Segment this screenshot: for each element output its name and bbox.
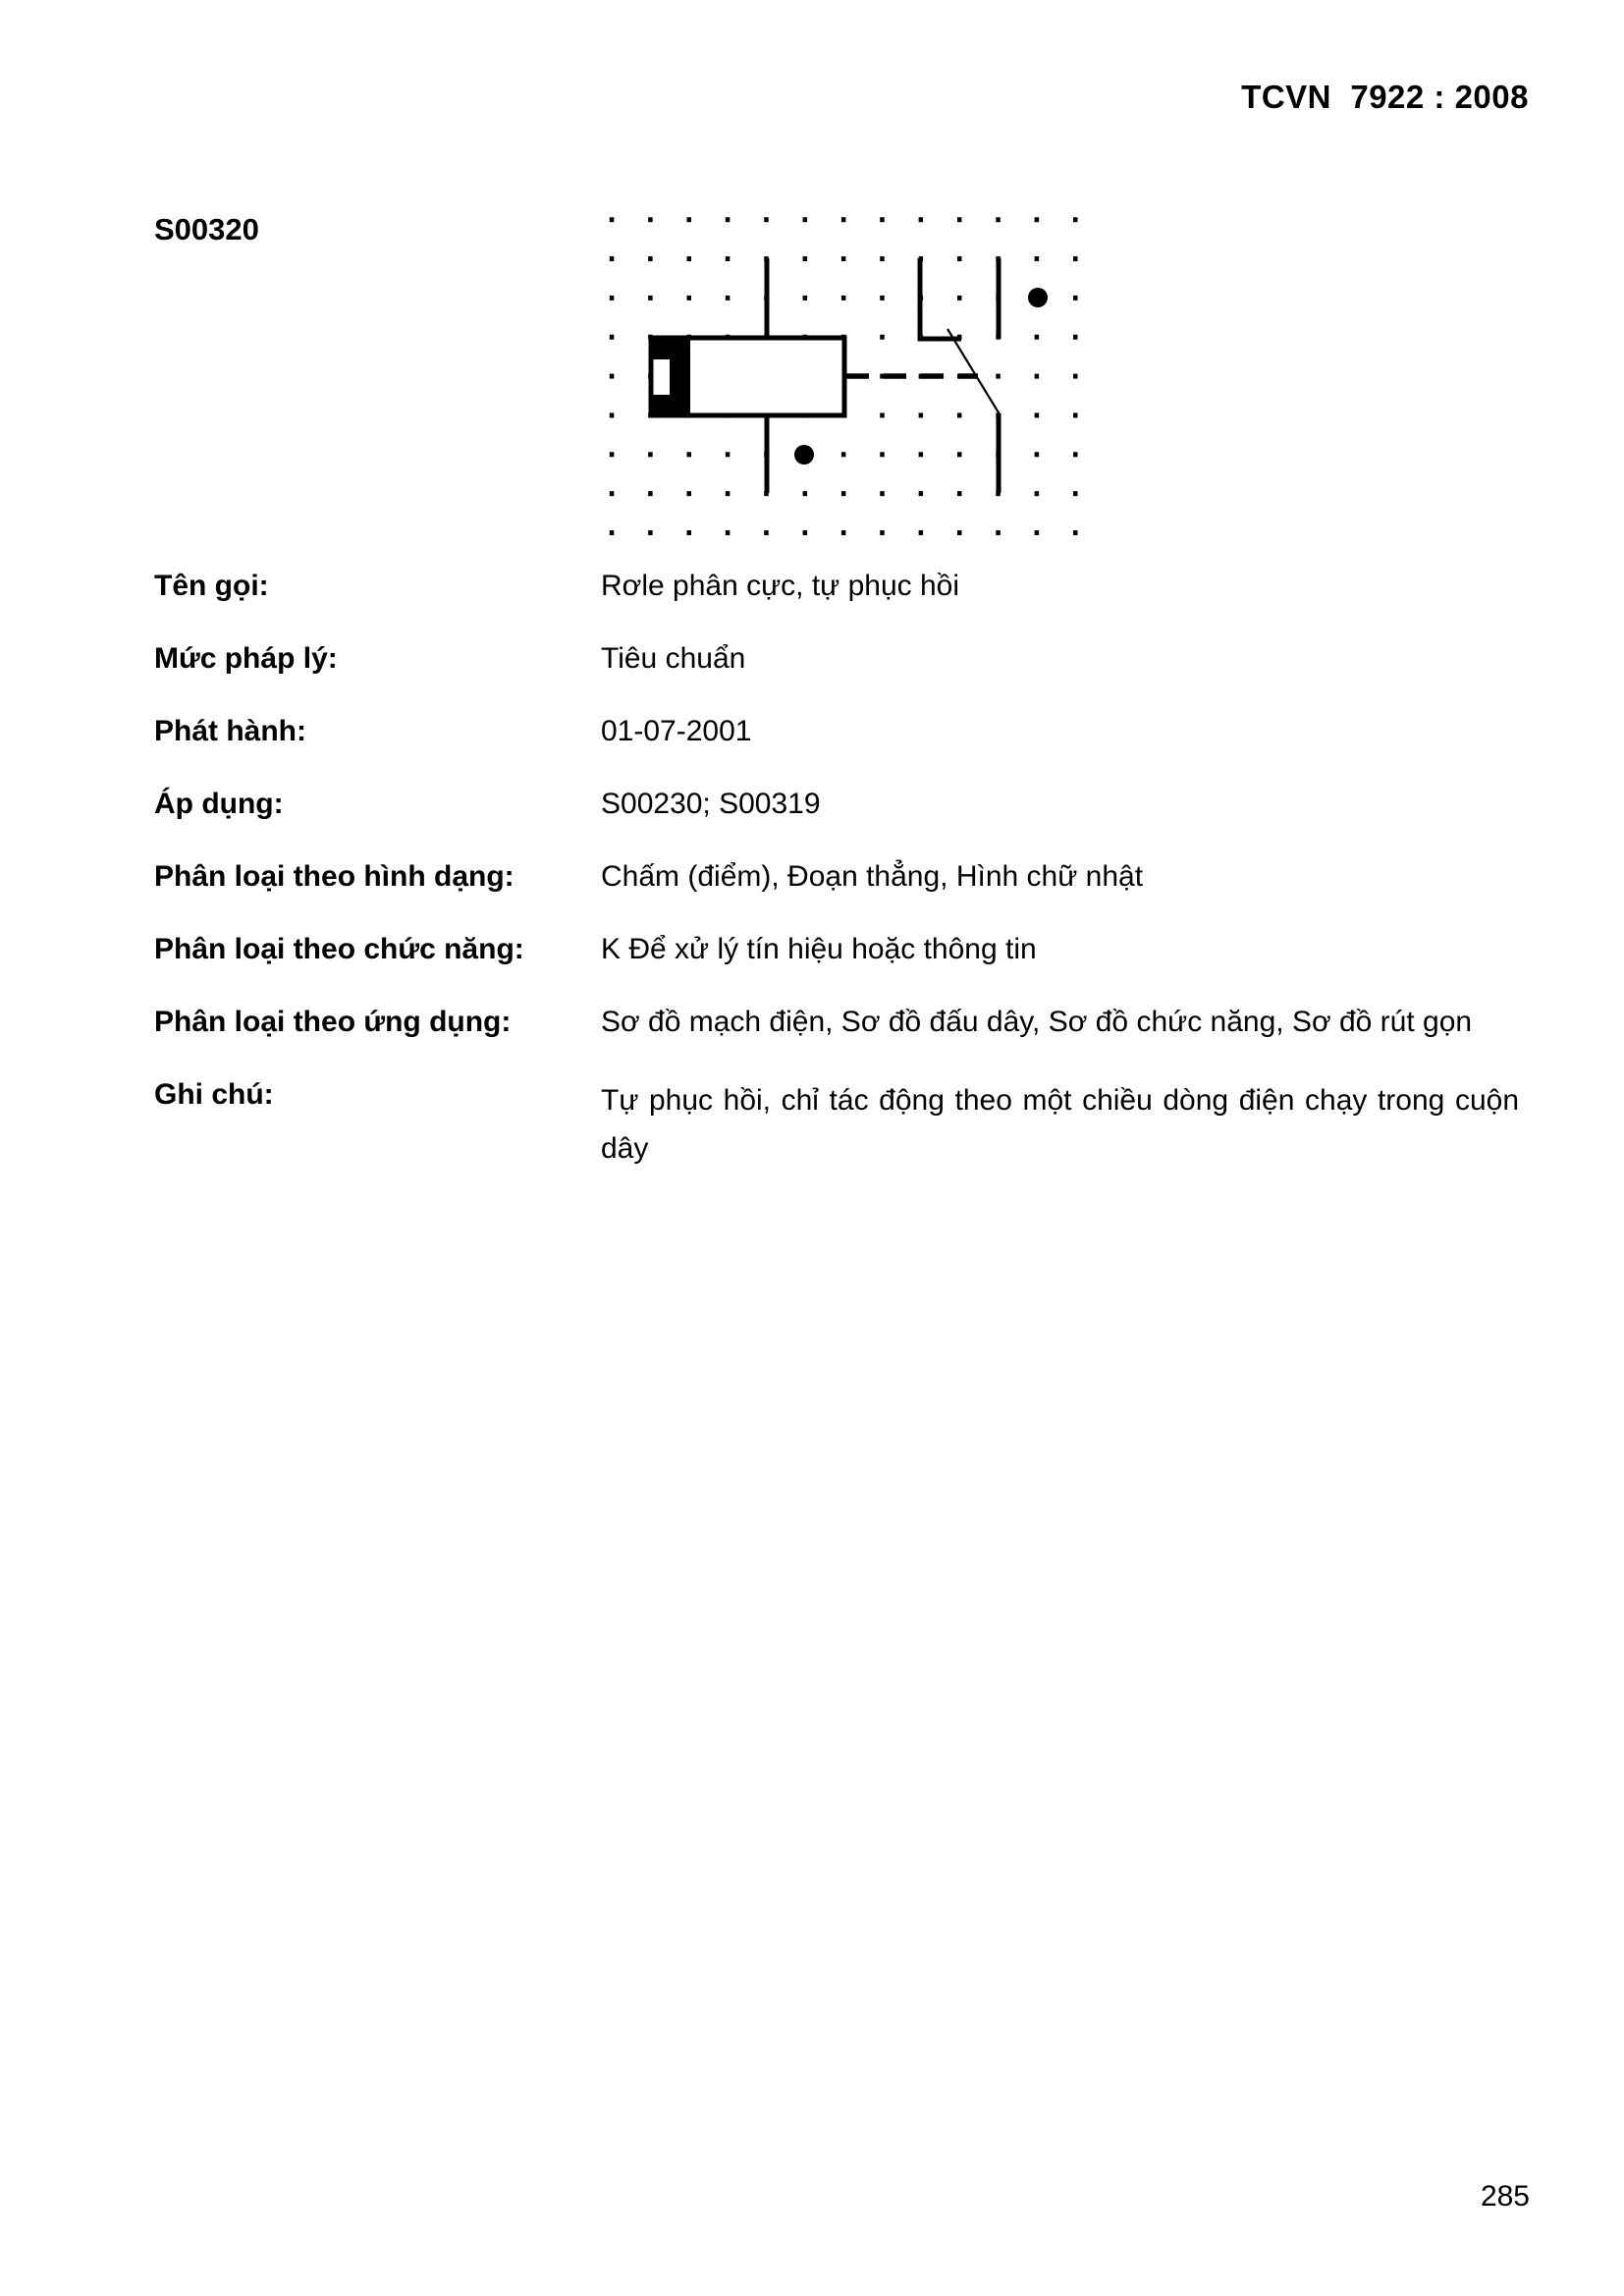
info-label: Ghi chú: [154,1078,274,1111]
symbol-code: S00320 [154,212,259,246]
info-value: Chấm (điểm), Đoạn thẳng, Hình chữ nhật [601,860,1144,893]
info-label: Tên gọi: [154,570,269,602]
info-label: Phân loại theo ứng dụng: [154,1006,512,1038]
terminal-dot-bottom [794,445,814,465]
info-value: K Để xử lý tín hiệu hoặc thông tin [601,933,1037,965]
page-header: TCVN 7922 : 2008 [1241,79,1529,115]
info-row-phan-loai-chuc-nang [154,931,1519,967]
info-row-ap-dung [154,786,1519,822]
coil-polarity-notch [654,359,671,395]
info-value: 01-07-2001 [601,715,752,747]
info-row-ghi-chu [154,1076,1519,1173]
info-row-ten-goi [154,568,1519,604]
info-value: Sơ đồ mạch điện, Sơ đồ đấu dây, Sơ đồ chức năng, Sơ đồ rút gọn [601,1006,1473,1038]
info-label: Phát hành: [154,715,306,747]
symbol-diagram [589,196,1100,550]
info-table [154,568,1519,1209]
info-row-muc-phap-ly [154,640,1519,677]
info-value: Tự phục hồi, chỉ tác động theo một chiều dòng điện chạy trong cuộn dây [601,1084,1519,1165]
info-value: S00230; S00319 [601,788,821,820]
terminal-dot-right [1028,288,1048,307]
page-number: 285 [1480,2180,1530,2213]
info-label: Áp dụng: [154,788,284,820]
info-row-phan-loai-ung-dung [154,1004,1519,1040]
info-label: Phân loại theo chức năng: [154,933,524,965]
info-row-phan-loai-hinh-dang [154,858,1519,895]
info-label: Phân loại theo hình dạng: [154,860,514,893]
info-row-phat-hanh [154,713,1519,749]
info-label: Mức pháp lý: [154,642,338,675]
info-value: Rơle phân cực, tự phục hồi [601,570,960,602]
info-value: Tiêu chuẩn [601,642,746,675]
